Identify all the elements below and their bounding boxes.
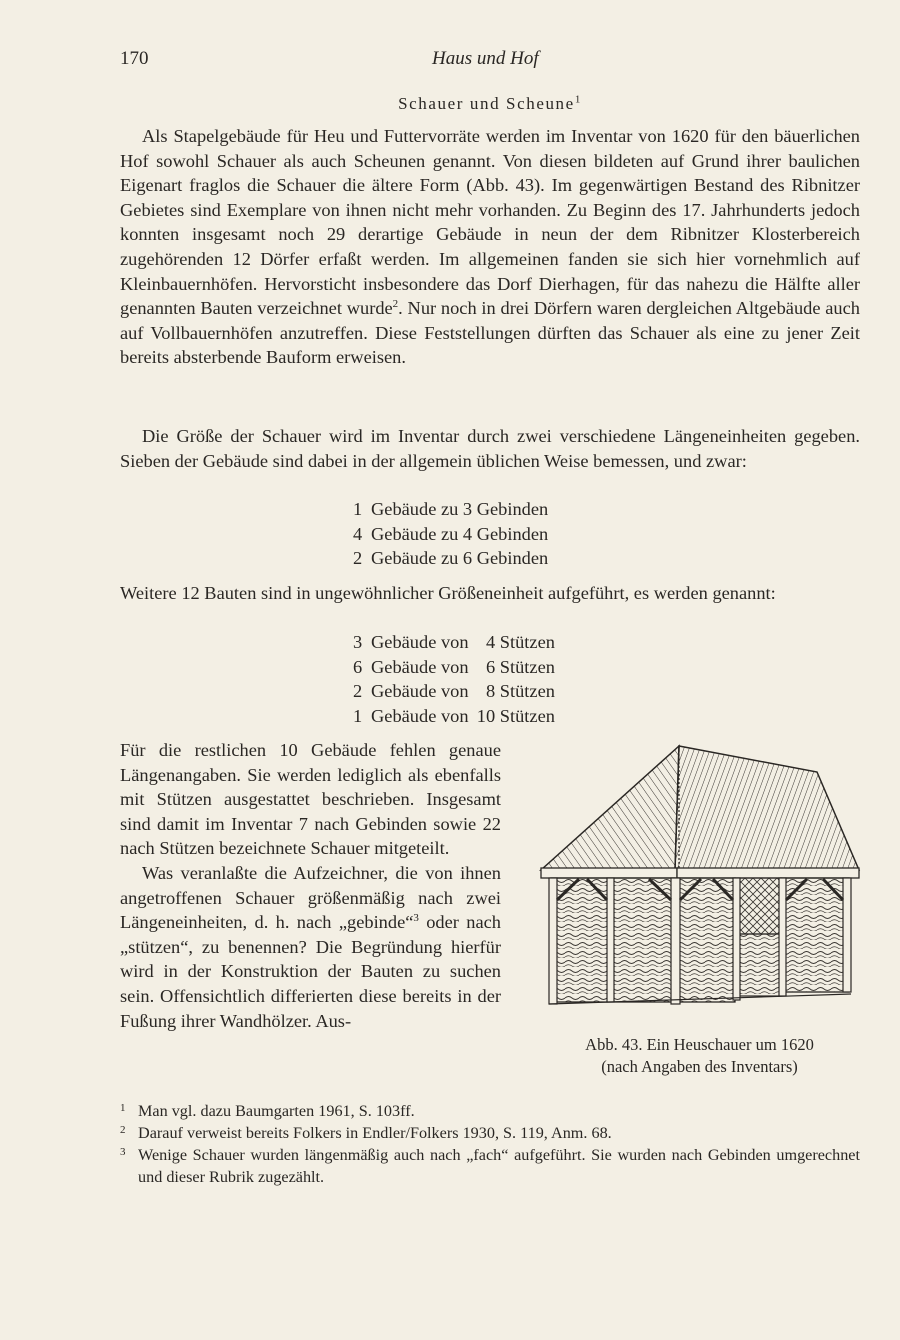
footnote-text: Man vgl. dazu Baumgarten 1961, S. 103ff. [138,1102,415,1120]
stuetzen-list [353,630,555,728]
footnote-ref-2: 2 [392,298,399,311]
page-number: 170 [120,48,149,69]
intro-text-2: . Nur noch in drei Dörfern waren dergleichen Altgebäude auch auf Vollbauernhöfen anzutreffen. Diese Feststellungen dürften das Schauer als eine zu jener Zeit bereits absterbende Bauform erweisen. [120,298,860,368]
gebinde-list [353,497,548,571]
footnote-mark: 1 [120,1102,126,1114]
figure-caption [537,1034,862,1078]
heuschauer-illustration [537,742,862,1012]
list-item: 6 Gebäude von 6 Stützen [353,656,555,677]
further-paragraph-text: Weitere 12 Bauten sind in ungewöhnlicher Größeneinheit aufgeführt, es werden genannt: [120,583,776,603]
list-item: 1 Gebäude von 10 Stützen [353,705,555,726]
list-item: 1 Gebäude zu 3 Gebinden [353,499,549,519]
footnote-text: Wenige Schauer wurden längenmäßig auch nach „fach“ aufgeführt. Sie wurden nach Gebinden umgerechnet und dieser Rubrik zugezählt. [138,1146,860,1186]
footnote-mark: 3 [120,1146,126,1158]
left-column-text [120,738,501,1033]
footnote [120,1144,860,1188]
size-paragraph-text: Die Größe der Schauer wird im Inventar durch zwei verschiedene Längeneinheiten gegeben. Sieben der Gebäude sind dabei in der allgemein üblichen Weise bemessen, und zwar: [120,426,860,471]
list-item: 2 Gebäude zu 6 Gebinden [353,548,549,569]
page-header [120,48,860,76]
list-item: 4 Gebäude zu 4 Gebinden [353,523,549,544]
footnote-text: Darauf verweist bereits Folkers in Endler/Folkers 1930, S. 119, Anm. 68. [138,1124,612,1142]
footnote-ref-3: 3 [413,912,419,925]
footnotes [120,1100,860,1188]
footnote-mark: 2 [120,1124,126,1136]
footnote-ref-1: 1 [574,93,582,106]
restliche-paragraph: Für die restlichen 10 Gebäude fehlen genaue Längenangaben. Sie werden lediglich als ebenfalls mit Stützen ausgestattet beschrieben. Insgesamt sind damit im Inventar 7 nach Gebinden sowie 22 nach Stützen bezeichnete Schauer mitgeteilt. [120,740,501,859]
intro-paragraph [120,124,860,370]
footnote [120,1122,860,1144]
section-title-text: Schauer und Scheune [398,94,575,113]
list-item: 3 Gebäude von 4 Stützen [353,632,555,652]
list-item: 2 Gebäude von 8 Stützen [353,681,555,702]
veranlasste-paragraph: Was veranlaßte die Aufzeichner, die von ihnen angetroffenen Schauer größenmäßig nach zwei Längeneinheiten, d. h. nach „gebinde“$^3$ oder nach „stützen“, zu benennen? Die Begründung hierfür wird in der Konstruktion der Bauten zu suchen sein. Offensichtlich differierten diese bereits in der Fußung ihrer Wandhölzer. Aus- [120,862,501,1031]
caption-line-2: (nach Angaben des Inventars) [601,1057,798,1076]
footnote [120,1100,860,1122]
caption-line-1: Abb. 43. Ein Heuschauer um 1620 [585,1035,814,1054]
section-title [120,94,860,114]
further-paragraph [120,581,860,606]
intro-text-1: Als Stapelgebäude für Heu und Futtervorräte werden im Inventar von 1620 für den bäuerlichen Hof sowohl Schauer als auch Scheunen genannt. Von diesen bildeten auf Grund ihrer baulichen Eigenart fraglos die Schauer die ältere Form (Abb. 43). Im gegenwärtigen Bestand des Ribnitzer Gebietes sind Exemplare von ihnen nicht mehr vorhanden. Zu Beginn des 17. Jahrhunderts jedoch konnten insgesamt noch 29 derartige Gebäude in neun der dem Ribnitzer Klosterbereich zugehörenden 12 Dörfer erfaßt werden. Im allgemeinen fanden sie sich hier vornehmlich auf Kleinbauernhöfen. Hervorsticht insbesondere das Dorf Dierhagen, für das nahezu die Hälfte aller genannten Bauten verzeichnet wurde [120,126,860,319]
running-head: Haus und Hof [432,48,539,69]
size-paragraph [120,424,860,473]
